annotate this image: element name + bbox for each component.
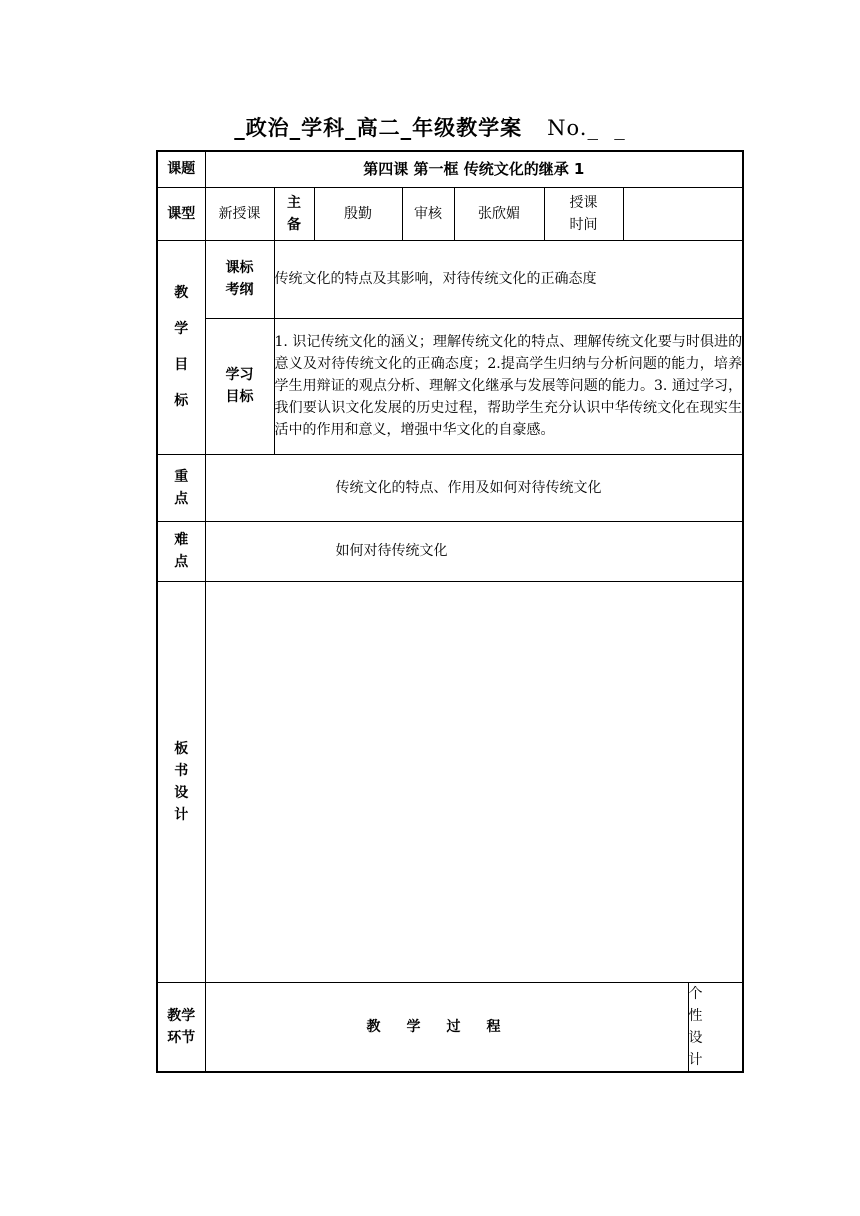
study-row <box>157 318 743 454</box>
topic-row <box>157 151 743 187</box>
board-row <box>157 581 743 982</box>
lead-label-2: 备 <box>287 216 301 233</box>
key-point-label-1: 重 <box>174 468 189 485</box>
difficulty-row <box>157 521 743 581</box>
standard-label <box>205 240 274 318</box>
difficulty-label <box>157 521 205 581</box>
study-label-1: 学习 <box>225 367 254 383</box>
difficulty-label-2: 点 <box>174 554 189 570</box>
title-number: No._ _ <box>547 116 626 140</box>
standard-row <box>157 240 743 318</box>
time-label-2: 时间 <box>569 216 598 233</box>
key-point-label-2: 点 <box>174 490 189 507</box>
objectives-char-4: 标 <box>174 393 189 409</box>
process-label-2: 环节 <box>167 1029 196 1046</box>
lead-value: 殷勤 <box>314 187 402 240</box>
difficulty-value: 如何对待传统文化 <box>205 521 743 581</box>
title-main: _政治_学科_高二_年级教学案 <box>234 116 523 140</box>
type-label: 课型 <box>157 187 205 240</box>
type-row <box>157 187 743 240</box>
board-char-4: 计 <box>174 806 189 823</box>
time-value <box>623 187 743 240</box>
objectives-char-2: 学 <box>174 321 189 337</box>
process-label-1: 教学 <box>167 1007 196 1024</box>
page-title <box>0 112 860 142</box>
key-point-value: 传统文化的特点、作用及如何对待传统文化 <box>205 454 743 521</box>
time-label-1: 授课 <box>569 194 598 211</box>
individual-label-1: 个性 <box>688 985 725 1024</box>
study-label <box>205 318 274 454</box>
lesson-plan-table <box>156 150 744 1073</box>
process-heading: 教学过程 <box>205 982 688 1072</box>
standard-label-2: 考纲 <box>225 282 254 298</box>
standard-label-1: 课标 <box>225 260 254 276</box>
board-char-2: 书 <box>174 762 189 779</box>
difficulty-label-1: 难 <box>174 532 189 548</box>
board-char-3: 设 <box>174 784 189 801</box>
key-point-label <box>157 454 205 521</box>
individual-design-label <box>688 982 743 1072</box>
lead-label-1: 主 <box>287 194 301 211</box>
board-area <box>205 581 743 982</box>
review-label: 审核 <box>402 187 454 240</box>
process-label <box>157 982 205 1072</box>
process-row <box>157 982 743 1072</box>
objectives-label <box>157 240 205 454</box>
objectives-char-1: 教 <box>174 285 189 301</box>
study-value: 1. 识记传统文化的涵义；理解传统文化的特点、理解传统文化要与时俱进的意义及对待传统文化的正确态度；2.提高学生归纳与分析问题的能力，培养学生用辩证的观点分析、理解文化继承与发展等问题的能力。3. 通过学习，我们要认识文化发展的历史过程，帮助学生充分认识中华传统文化在现实生活中的作用和意义，增强中华文化的自豪感。 <box>274 318 743 454</box>
topic-value: 第四课 第一框 传统文化的继承 1 <box>205 151 743 187</box>
objectives-char-3: 目 <box>174 357 189 373</box>
board-label <box>157 581 205 982</box>
study-label-2: 目标 <box>225 389 254 405</box>
review-value: 张欣媚 <box>454 187 544 240</box>
topic-label: 课题 <box>157 151 205 187</box>
lead-label <box>274 187 314 240</box>
individual-label-2: 设计 <box>688 1029 725 1068</box>
board-char-1: 板 <box>174 740 189 757</box>
key-point-row <box>157 454 743 521</box>
time-label <box>544 187 623 240</box>
standard-value: 传统文化的特点及其影响，对待传统文化的正确态度 <box>274 240 743 318</box>
type-value: 新授课 <box>205 187 274 240</box>
